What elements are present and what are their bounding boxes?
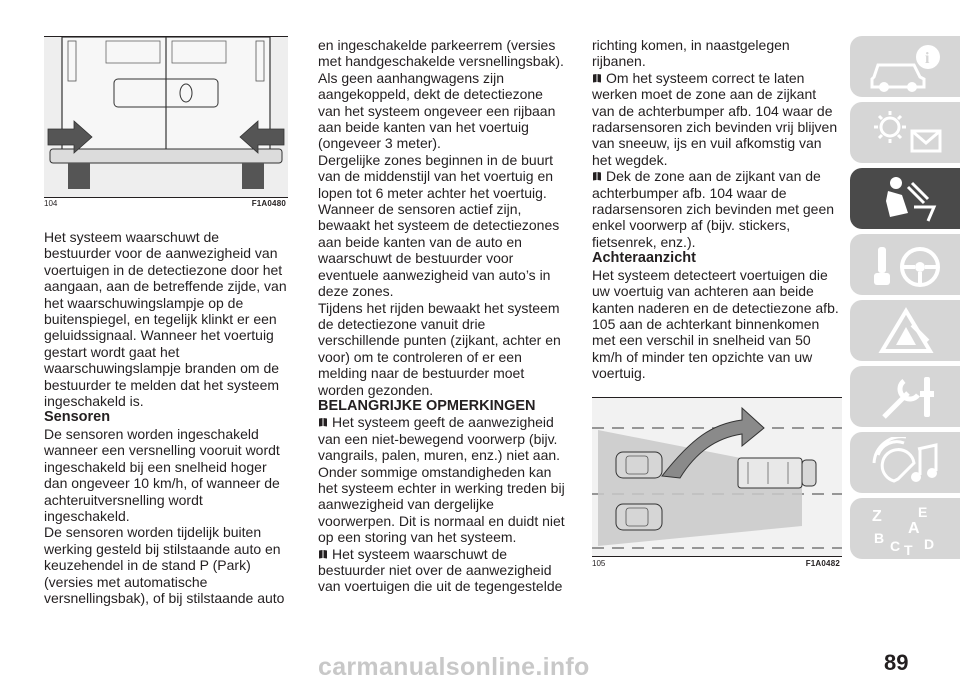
index-letter: T	[904, 542, 913, 555]
figure-code: F1A0482	[805, 558, 840, 568]
figure-caption-105	[592, 557, 842, 571]
heading-sensoren: Sensoren	[44, 409, 111, 426]
index-letters-icon	[868, 503, 946, 555]
multimedia-icon	[868, 437, 946, 489]
paragraph: Het systeem detecteert voertuigen die uw voertuig van achteren aan beide kanten naderen en de detectiezone afb. 105 aan de achterkant binnenkomen met een verschil in snelheid van 50 km/h of minder ten opzichte van uw voertuig.	[592, 266, 839, 382]
paragraph: Tijdens het rijden bewaakt het systeem de detectiezone vanuit drie verschillende punten (zijkant, achter en voor) om te controleren of er een melding naar de bestuurder moet worden gezonden.	[318, 299, 561, 398]
note-item: Het systeem waarschuwt de bestuurder niet over de aanwezigheid van voertuigen die uit de tegengestelde	[318, 545, 563, 595]
tab-airbag-seat[interactable]	[850, 168, 960, 229]
paragraph: De sensoren worden ingeschakeld wanneer een versnelling vooruit wordt ingeschakeld bij een snelheid hoger dan ongeveer 10 km/h, of wanneer de achteruitversnelling wordt ingeschakeld.	[44, 425, 280, 524]
paragraph: De sensoren worden tijdelijk buiten werking gesteld bij stilstaande auto en keuzehendel in de stand P (Park) (versies met automatische versnellingsbak), of bij stilstaande auto	[44, 524, 285, 606]
figure-104-van-rear	[44, 37, 288, 197]
breakdown-triangle-icon	[868, 305, 946, 357]
column-middle	[318, 37, 568, 595]
index-letter: E	[918, 504, 928, 520]
figure-105-traffic	[592, 398, 842, 556]
note-item: Het systeem geeft de aanwezigheid van een niet-bewegend voorwerp (bijv. vangrails, palen, muren, enz.) niet aan. Onder sommige omstandigheden kan het systeem echter in werking treden bij aanwezigheid van dergelijke voorwerpen. Dit is normaal en duidt niet op een storing van het systeem.	[318, 414, 565, 546]
note-book-icon	[592, 73, 602, 83]
figure-caption-104	[44, 197, 288, 211]
car-icon	[616, 504, 662, 530]
car-info-icon	[868, 41, 946, 93]
column-right-text	[592, 37, 842, 382]
column-left	[44, 0, 288, 606]
index-letter: Z	[872, 508, 882, 525]
key-steering-wheel-icon	[868, 239, 946, 291]
watermark: carmanualsonline.info	[318, 653, 590, 681]
figure-number: 105	[592, 558, 606, 568]
paragraph: Het systeem waarschuwt de bestuurder voor de aanwezigheid van voertuigen in de detectiezone door het aangaan, aan de betreffende zijde, van het waarschuwingslampje op de buitenspiegel, en tegelijk klinkt er een geluidssignaal. Wanneer het voertuig gestart wordt gaat het waarschuwingslampje branden om de bestuurder te melden dat het systeem ingeschakeld is.	[44, 229, 287, 410]
column-middle-text	[318, 37, 568, 595]
van-rear-illustration	[44, 37, 288, 197]
heading-achteraanzicht: Achteraanzicht	[592, 250, 696, 267]
svg-text:i: i	[925, 50, 930, 67]
index-letter: B	[874, 530, 885, 546]
figure-number: 104	[44, 199, 58, 208]
figure-code: F1A0480	[251, 199, 286, 208]
tab-index[interactable]	[850, 498, 960, 559]
paragraph: Dergelijke zones beginnen in de buurt van de middenstijl van het voertuig en lopen tot 6 meter achter het voertuig.	[318, 151, 554, 201]
warning-lights-icon	[868, 107, 946, 159]
car-icon	[616, 452, 662, 478]
note-book-icon	[318, 417, 328, 427]
index-letter: A	[908, 520, 920, 537]
note-book-icon	[318, 549, 328, 559]
airbag-seat-icon	[868, 173, 946, 225]
index-letter: D	[924, 536, 935, 552]
paragraph: Als geen aanhangwagens zijn aangekoppeld, dekt de detectiezone van het systeem ongeveer een rijbaan aan beide kanten van het voertuig (ongeveer 3 meter).	[318, 69, 556, 152]
column-left-text	[44, 229, 288, 606]
note-item: Dek de zone aan de zijkant van de achterbumper afb. 104 waar de radarsensoren zich bevinden met geen enkel voorwerp af (bijv. stickers, fietsenrek, enz.).	[592, 168, 835, 250]
column-right	[592, 37, 842, 571]
paragraph: en ingeschakelde parkeerrem (versies met handgeschakelde versnellingsbak).	[318, 37, 564, 70]
tab-service[interactable]	[850, 366, 960, 427]
figure-105-block	[592, 397, 842, 571]
page-number: 89	[884, 650, 909, 675]
tab-breakdown[interactable]	[850, 300, 960, 361]
van-icon	[738, 458, 816, 488]
note-item: Om het systeem correct te laten werken moet de zone aan de zijkant van de achterbumper afb. 104 waar de radarsensoren zich bevinden vrij blijven van sneeuw, ijs en vuil afkomstig van het wegdek.	[592, 69, 838, 168]
index-letter: C	[890, 538, 901, 554]
tab-warning-lights[interactable]	[850, 102, 960, 163]
paragraph: Wanneer de sensoren actief zijn, bewaakt het systeem de detectiezones aan beide kanten van de auto en waarschuwt de bestuurder voor eventuele aanwezigheid van auto’s in deze zones.	[318, 201, 560, 300]
tab-key-steering[interactable]	[850, 234, 960, 295]
traffic-illustration	[592, 398, 842, 556]
wrench-service-icon	[868, 371, 946, 423]
tab-multimedia[interactable]	[850, 432, 960, 493]
heading-belangrijke-opmerkingen: BELANGRIJKE OPMERKINGEN	[318, 397, 536, 414]
tab-car-info[interactable]	[850, 36, 960, 97]
paragraph: richting komen, in naastgelegen rijbanen.	[592, 37, 790, 70]
note-book-icon	[592, 171, 602, 181]
